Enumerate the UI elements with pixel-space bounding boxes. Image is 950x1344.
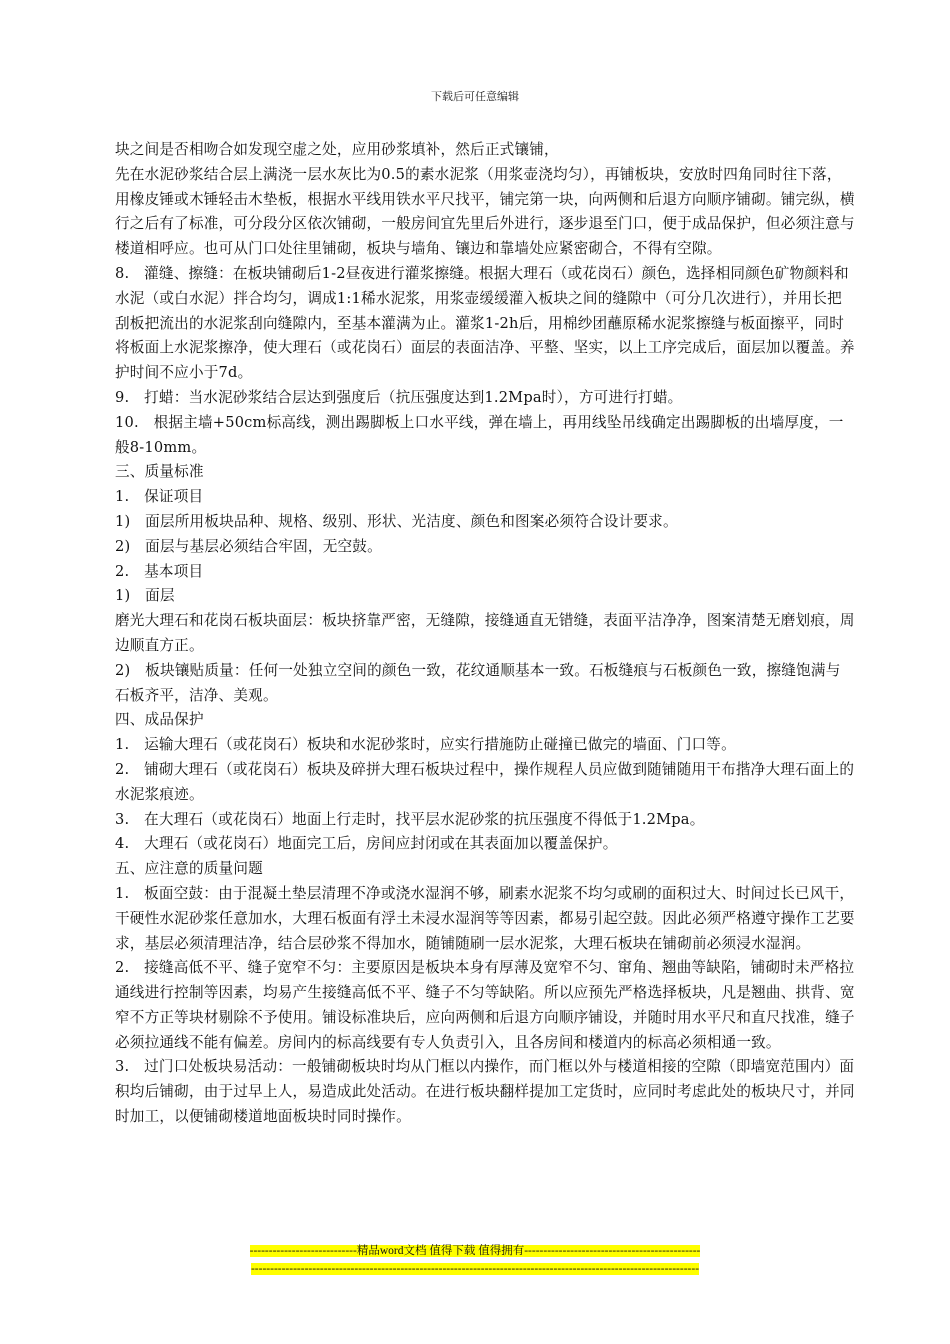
list-item: 4. 大理石（或花岗石）地面完工后，房间应封闭或在其表面加以覆盖保护。 bbox=[115, 835, 618, 853]
list-item: 2. 基本项目 bbox=[115, 562, 204, 580]
list-item: 3. 过门口处板块易活动：一般铺砌板块时均从门框以内操作，而门框以外与楼道相接的空隙（即墙宽范围内）面积均后铺砌，由于过早上人，易造成此处活动。在进行板块翻样提加工定货时，应同时考虑此处的板块尺寸，并同时加工，以便铺砌楼道地面板块时同时操作。 bbox=[115, 1058, 855, 1126]
list-item: 2. 铺砌大理石（或花岗石）板块及碎拼大理石板块过程中，操作规程人员应做到随铺随用干布揩净大理石面上的水泥浆痕迹。 bbox=[115, 760, 855, 803]
list-item: 1) 面层 bbox=[115, 587, 175, 605]
paragraph: 8. 灌缝、擦缝：在板块铺砌后1-2昼夜进行灌浆擦缝。根据大理石（或花岗石）颜色，选择相同颜色矿物颜料和水泥（或白水泥）拌合均匀，调成1:1稀水泥浆，用浆壶缓缓灌入板块之间的缝隙中（可分几次进行），并用长把刮板把流出的水泥浆刮向缝隙内，至基本灌满为止。灌浆1-2h后，用棉纱团蘸原稀水泥浆擦缝与板面擦平，同时将板面上水泥浆擦净，使大理石（或花岗石）面层的表面洁净、平整、坚实，以上工序完成后，面层加以覆盖。养护时间不应小于7d。 bbox=[115, 264, 855, 382]
document-body bbox=[115, 138, 855, 1130]
section-heading: 五、应注意的质量问题 bbox=[115, 860, 263, 878]
list-item: 1. 板面空鼓：由于混凝土垫层清理不净或浇水湿润不够，刷素水泥浆不均匀或刷的面积过大、时间过长已风干，干硬性水泥砂浆任意加水，大理石板面有浮土未浸水湿润等等因素，都易引起空鼓。因此必须严格遵守操作工艺要求，基层必须清理洁净，结合层砂浆不得加水，随铺随刷一层水泥浆，大理石板块在铺砌前必须浸水湿润。 bbox=[115, 884, 855, 952]
list-item: 1. 运输大理石（或花岗石）板块和水泥砂浆时，应实行措施防止碰撞已做完的墙面、门口等。 bbox=[115, 736, 736, 754]
paragraph: 9. 打蜡：当水泥砂浆结合层达到强度后（抗压强度达到1.2Mpa时），方可进行打蜡。 bbox=[115, 388, 683, 406]
list-item: 2) 面层与基层必须结合牢固，无空鼓。 bbox=[115, 537, 382, 555]
list-item: 3. 在大理石（或花岗石）地面上行走时，找平层水泥砂浆的抗压强度不得低于1.2Mpa。 bbox=[115, 810, 705, 828]
footer-banner bbox=[0, 1243, 950, 1259]
list-item: 2. 接缝高低不平、缝子宽窄不匀：主要原因是板块本身有厚薄及宽窄不匀、窜角、翘曲等缺陷，铺砌时未严格拉通线进行控制等因素，均易产生接缝高低不平、缝子不匀等缺陷。所以应预先严格选择板块，凡是翘曲、拱背、宽窄不方正等块材剔除不予使用。铺设标准块后，应向两侧和后退方向顺序铺设，并随时用水平尺和直尺找准，缝子必须拉通线不能有偏差。房间内的标高线要有专人负责引入，且各房间和楼道内的标高必须相通一致。 bbox=[115, 959, 855, 1051]
footer-rule bbox=[0, 1261, 950, 1277]
footer-rule-text: --------------------------------------------------------------------------------------------------------------------- bbox=[250, 1263, 700, 1275]
page-header-note: 下载后可任意编辑 bbox=[431, 90, 519, 103]
list-item: 1) 面层所用板块品种、规格、级别、形状、光洁度、颜色和图案必须符合设计要求。 bbox=[115, 512, 678, 530]
section-heading: 四、成品保护 bbox=[115, 711, 204, 729]
footer-banner-text: ----------------------------精品word文档 值得下载 值得拥有---------------------------------------------- bbox=[249, 1245, 701, 1257]
paragraph: 块之间是否相吻合如发现空虚之处，应用砂浆填补，然后正式镶铺， bbox=[115, 141, 559, 158]
paragraph: 10. 根据主墙+50cm标高线，测出踢脚板上口水平线，弹在墙上，再用线坠吊线确定出踢脚板的出墙厚度，一般8-10mm。 bbox=[115, 413, 844, 456]
list-item: 1. 保证项目 bbox=[115, 488, 204, 506]
paragraph: 先在水泥砂浆结合层上满浇一层水灰比为0.5的素水泥浆（用浆壶浇均匀），再铺板块，安放时四角同时往下落，用橡皮锤或木锤轻击木垫板，根据水平线用铁水平尺找平，铺完第一块，向两侧和后退方向顺序铺砌。铺完纵，横行之后有了标准，可分段分区依次铺砌，一般房间宜先里后外进行，逐步退至门口，便于成品保护，但必须注意与楼道相呼应。也可从门口处往里铺砌，板块与墙角、镶边和靠墙处应紧密砌合，不得有空隙。 bbox=[115, 165, 855, 258]
section-heading: 三、质量标准 bbox=[115, 463, 204, 481]
list-item: 2) 板块镶贴质量：任何一处独立空间的颜色一致，花纹通顺基本一致。石板缝痕与石板颜色一致，擦缝饱满与石板齐平，洁净、美观。 bbox=[115, 661, 841, 704]
paragraph: 磨光大理石和花岗石板块面层：板块挤靠严密，无缝隙，接缝通直无错缝，表面平洁净净，图案清楚无磨划痕，周边顺直方正。 bbox=[115, 612, 855, 654]
